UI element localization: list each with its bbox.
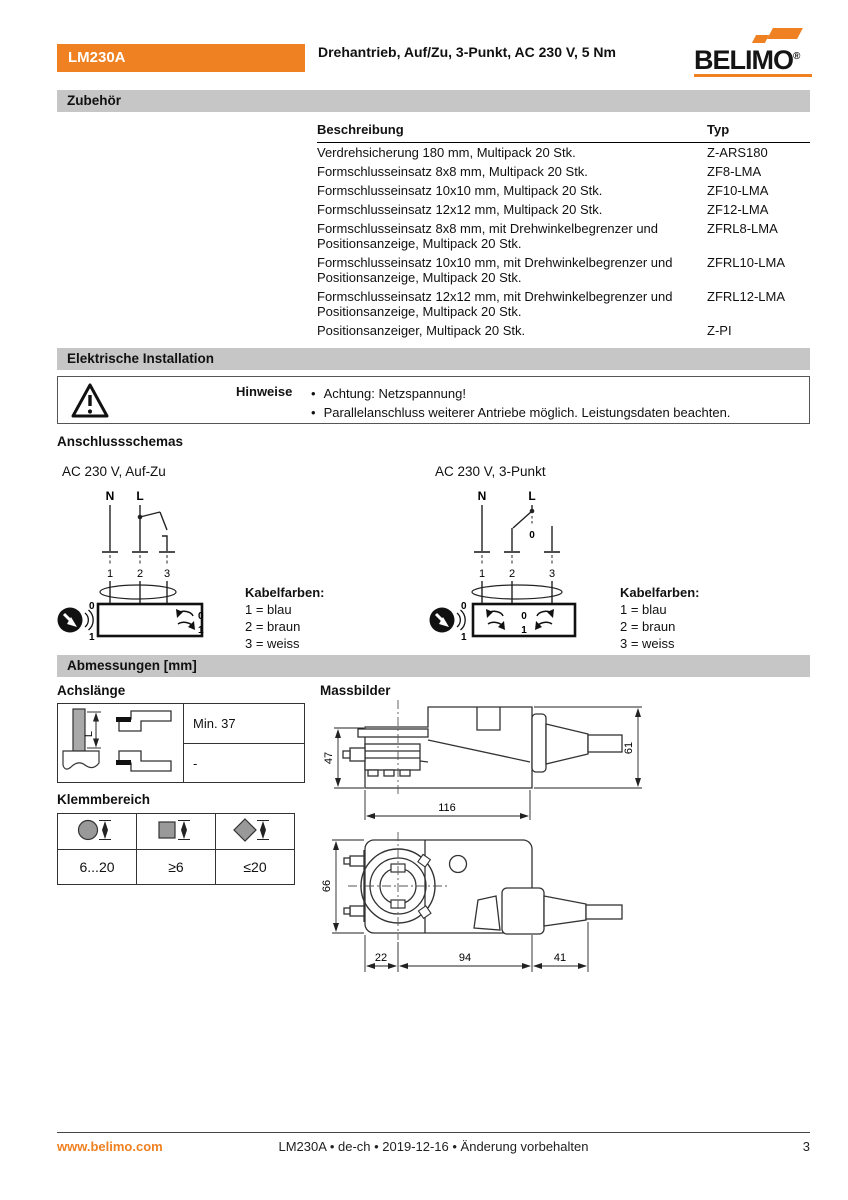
terminal-n-label: N: [477, 489, 487, 503]
dim-94-label: 94: [458, 952, 472, 964]
table-row: [317, 181, 810, 200]
model-badge: LM230A: [57, 44, 305, 72]
wires: [474, 505, 560, 604]
dimension-drawing-top-view: [320, 826, 650, 986]
footer-docinfo: LM230A • de-ch • 2019-12-16 • Änderung vorbehalten: [278, 1139, 589, 1154]
cell-beschreibung: Formschlusseinsatz 12x12 mm, mit Drehwinkelbegrenzer und Positionsanzeige, Multipack 20 Stk.: [317, 289, 673, 319]
dim-116-label: 116: [438, 802, 456, 814]
klemmbereich-heading: Klemmbereich: [57, 792, 151, 807]
col-header-beschreibung: Beschreibung: [317, 120, 707, 143]
anschlussschemas-heading: Anschlussschemas: [57, 434, 184, 449]
klemmbereich-value-rund: 6...20: [58, 850, 137, 885]
hinweise-list: [311, 384, 730, 422]
table-header-row: [317, 120, 810, 143]
dim-66-label: 66: [321, 879, 333, 893]
cell-typ: ZFRL8-LMA: [707, 221, 778, 236]
kabelfarben-label: Kabelfarben:: [245, 585, 325, 600]
shaft-length-icons: [59, 705, 181, 781]
klemmbereich-icon-cell: [216, 814, 295, 850]
cell-typ: ZFRL12-LMA: [707, 289, 786, 304]
position-1-label: 1: [521, 625, 527, 636]
position-0-label: 0: [521, 611, 527, 622]
position-1-label: 1: [198, 625, 204, 636]
registered-trademark-symbol: ®: [793, 51, 801, 62]
hinweise-item: • Parallelanschluss weiterer Antriebe möglich. Leistungsdaten beachten.: [311, 403, 730, 422]
page-title: Drehantrieb, Auf/Zu, 3-Punkt, AC 230 V, 5 Nm: [318, 44, 616, 60]
kabelfarben-item: 3 = weiss: [245, 636, 300, 651]
logo-brand-text: BELIMO: [694, 45, 793, 75]
wire-2-label: 2: [508, 568, 516, 580]
table-divider: [183, 743, 304, 744]
col-header-typ: Typ: [707, 120, 810, 143]
logo-flag-icon: [694, 28, 812, 44]
cell-typ: Z-ARS180: [707, 145, 768, 160]
wiring-diagram-3-punkt: [425, 488, 615, 650]
wire-3-label: 3: [548, 568, 556, 580]
position-0-label: 0: [198, 611, 204, 622]
klemmbereich-icon-cell: [58, 814, 137, 850]
cell-typ: Z-PI: [707, 323, 732, 338]
page-number: 3: [802, 1139, 810, 1154]
achslaenge-dash-value: -: [193, 756, 198, 771]
cell-beschreibung: Formschlusseinsatz 8x8 mm, mit Drehwinkelbegrenzer und Positionsanzeige, Multipack 20 Stk.: [317, 221, 659, 251]
shaft-clamp-top-icon: [116, 711, 171, 731]
dim-61-label: 61: [623, 741, 635, 755]
kabelfarben-legend: [245, 584, 365, 652]
wire-2-label: 2: [136, 568, 144, 580]
dim-41-label: 41: [553, 952, 567, 964]
shaft-dim-label: L: [83, 730, 95, 738]
wiring-diagram-auf-zu: [50, 488, 250, 650]
kabelfarben-item: 1 = blau: [245, 602, 292, 617]
kabelfarben-legend: [620, 584, 740, 652]
table-row: [317, 162, 810, 181]
junction-dot: [138, 515, 143, 520]
dimension-drawing-side-view: [320, 698, 650, 826]
klemmbereich-icon-cell: [137, 814, 216, 850]
section-abmessungen: Abmessungen [mm]: [57, 655, 810, 677]
table-row: [317, 219, 810, 253]
warning-triangle-icon: [71, 382, 111, 420]
hinweise-box: [57, 376, 810, 424]
cell-beschreibung: Verdrehsicherung 180 mm, Multipack 20 Stk.: [317, 145, 576, 160]
accessories-table: [317, 120, 810, 340]
kabelfarben-item: 2 = braun: [245, 619, 301, 634]
table-row: [317, 321, 810, 340]
hinweise-label: Hinweise: [236, 384, 293, 399]
kabelfarben-label: Kabelfarben:: [620, 585, 700, 600]
table-row: [317, 253, 810, 287]
shaft-icon: [63, 709, 101, 769]
manual-override-knob-icon: [430, 601, 468, 643]
klemmbereich-value-quadrat: ≥6: [137, 850, 216, 885]
footer-divider: [57, 1132, 810, 1133]
klemmbereich-icon-row: [58, 814, 295, 850]
terminal-l-label: L: [136, 489, 144, 503]
belimo-logo: [694, 28, 812, 77]
cell-beschreibung: Formschlusseinsatz 10x10 mm, Multipack 20 Stk.: [317, 183, 603, 198]
achslaenge-table: [57, 703, 305, 783]
logo-flag-small-icon: [752, 35, 769, 43]
terminal-l-label: L: [528, 489, 536, 503]
logo-flag-big-icon: [767, 28, 803, 39]
knob-1-label: 1: [89, 632, 95, 643]
cell-beschreibung: Formschlusseinsatz 10x10 mm, mit Drehwinkelbegrenzer und Positionsanzeige, Multipack 20 Stk.: [317, 255, 673, 285]
square-shaft-icon: [152, 815, 200, 845]
table-row: [317, 200, 810, 219]
knob-0-label: 0: [89, 601, 95, 612]
kabelfarben-item: 2 = braun: [620, 619, 676, 634]
table-row: [317, 143, 810, 163]
cell-beschreibung: Formschlusseinsatz 8x8 mm, Multipack 20 Stk.: [317, 164, 588, 179]
diamond-shaft-icon: [231, 815, 279, 845]
cell-typ: ZFRL10-LMA: [707, 255, 786, 270]
knob-0-label: 0: [461, 601, 467, 612]
table-row: [317, 287, 810, 321]
cell-typ: ZF10-LMA: [707, 183, 769, 198]
actuator-side-outline: [343, 707, 622, 788]
section-zubehoer: Zubehör: [57, 90, 810, 112]
round-shaft-icon: [73, 815, 121, 845]
kabelfarben-item: 3 = weiss: [620, 636, 675, 651]
diagram-title-auf-zu: AC 230 V, Auf-Zu: [62, 464, 166, 479]
wires: [102, 505, 175, 604]
cell-typ: ZF12-LMA: [707, 202, 769, 217]
junction-dot: [530, 509, 535, 514]
diagram-title-3-punkt: AC 230 V, 3-Punkt: [435, 464, 546, 479]
manual-override-knob-icon: [58, 601, 96, 643]
section-elektrische-installation: Elektrische Installation: [57, 348, 810, 370]
cable-sheath: [472, 585, 562, 599]
achslaenge-min-value: Min. 37: [193, 716, 236, 731]
switch-0-label: 0: [529, 530, 535, 541]
actuator-box: [98, 604, 202, 636]
dim-47-label: 47: [323, 751, 335, 765]
klemmbereich-value-diagonal: ≤20: [216, 850, 295, 885]
cable-sheath: [100, 585, 176, 599]
klemmbereich-table: [57, 813, 295, 885]
massbilder-heading: Massbilder: [320, 683, 391, 698]
achslaenge-heading: Achslänge: [57, 683, 126, 698]
cell-beschreibung: Positionsanzeiger, Multipack 20 Stk.: [317, 323, 526, 338]
wire-3-label: 3: [163, 568, 171, 580]
kabelfarben-item: 1 = blau: [620, 602, 667, 617]
cell-typ: ZF8-LMA: [707, 164, 762, 179]
klemmbereich-value-row: [58, 850, 295, 885]
knob-1-label: 1: [461, 632, 467, 643]
logo-wordmark: [694, 44, 812, 73]
dim-22-label: 22: [374, 952, 388, 964]
terminal-n-label: N: [105, 489, 115, 503]
hinweise-item: • Achtung: Netzspannung!: [311, 384, 730, 403]
wire-1-label: 1: [478, 568, 486, 580]
wire-1-label: 1: [106, 568, 114, 580]
cell-beschreibung: Formschlusseinsatz 12x12 mm, Multipack 20 Stk.: [317, 202, 603, 217]
shaft-clamp-bottom-icon: [116, 751, 171, 771]
website-link[interactable]: www.belimo.com: [57, 1139, 163, 1154]
